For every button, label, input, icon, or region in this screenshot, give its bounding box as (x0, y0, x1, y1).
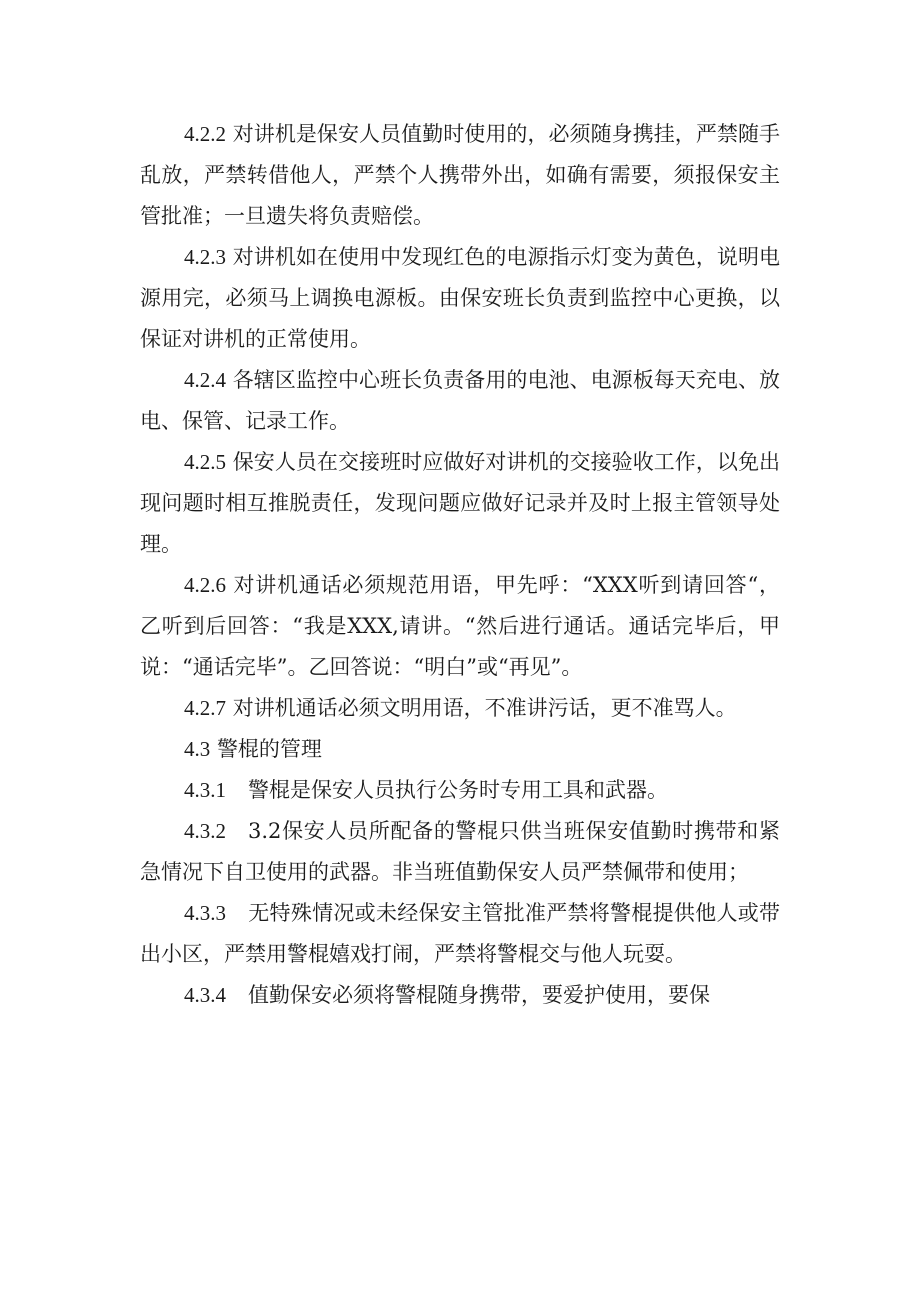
paragraph-4-3-3 (140, 893, 780, 975)
paragraph-4-2-5 (140, 442, 780, 565)
paragraph-number: 4.3.1 (184, 778, 226, 802)
paragraph-4-2-2 (140, 114, 780, 237)
paragraph-4-2-4 (140, 360, 780, 442)
paragraph-4-2-3 (140, 237, 780, 360)
paragraph-text: 值勤保安必须将警棍随身携带，要爱护使用，要保 (248, 983, 710, 1007)
paragraph-text: 对讲机如在使用中发现红色的电源指示灯变为黄色，说明电源用完，必须马上调换电源板。由保安班长负责到监控中心更换，以保证对讲机的正常使用。 (140, 245, 780, 351)
paragraph-text: 3.2保安人员所配备的警棍只供当班保安值勤时携带和紧急情况下自卫使用的武器。非当班值勤保安人员严禁佩带和使用； (140, 819, 780, 884)
paragraph-number: 4.2.5 (184, 450, 226, 474)
paragraph-text: 对讲机通话必须规范用语，甲先呼：“XXX听到请回答“，乙听到后回答：“我是XXX,请讲。“然后进行通话。通话完毕后，甲说：“通话完毕”。乙回答说：“明白”或“再见”。 (140, 573, 780, 679)
paragraph-4-3-1 (140, 770, 780, 811)
section-number: 4.3 (184, 737, 211, 761)
document-body (140, 114, 780, 1016)
paragraph-text: 对讲机通话必须文明用语，不准讲污话，更不准骂人。 (232, 696, 737, 720)
paragraph-text: 各辖区监控中心班长负责备用的电池、电源板每天充电、放电、保管、记录工作。 (140, 368, 780, 433)
section-heading-4-3 (140, 729, 780, 770)
paragraph-4-2-6 (140, 565, 780, 688)
paragraph-text: 无特殊情况或未经保安主管批准严禁将警棍提供他人或带出小区，严禁用警棍嬉戏打闹，严禁将警棍交与他人玩耍。 (140, 901, 780, 966)
paragraph-number: 4.2.2 (184, 122, 226, 146)
paragraph-text: 保安人员在交接班时应做好对讲机的交接验收工作，以免出现问题时相互推脱责任，发现问题应做好记录并及时上报主管领导处理。 (140, 450, 780, 556)
paragraph-4-3-2 (140, 811, 780, 893)
paragraph-number: 4.3.4 (184, 983, 226, 1007)
section-title: 警棍的管理 (216, 737, 322, 761)
paragraph-text: 对讲机是保安人员值勤时使用的，必须随身携挂，严禁随手乱放，严禁转借他人，严禁个人携带外出，如确有需要，须报保安主管批准；一旦遗失将负责赔偿。 (140, 122, 780, 228)
paragraph-number: 4.2.4 (184, 368, 226, 392)
paragraph-number: 4.3.3 (184, 901, 226, 925)
paragraph-number: 4.2.7 (184, 696, 226, 720)
paragraph-number: 4.2.6 (184, 573, 226, 597)
paragraph-text: 警棍是保安人员执行公务时专用工具和武器。 (248, 778, 668, 802)
paragraph-number: 4.2.3 (184, 245, 226, 269)
paragraph-4-3-4 (140, 975, 780, 1016)
paragraph-number: 4.3.2 (184, 819, 226, 843)
paragraph-4-2-7 (140, 688, 780, 729)
